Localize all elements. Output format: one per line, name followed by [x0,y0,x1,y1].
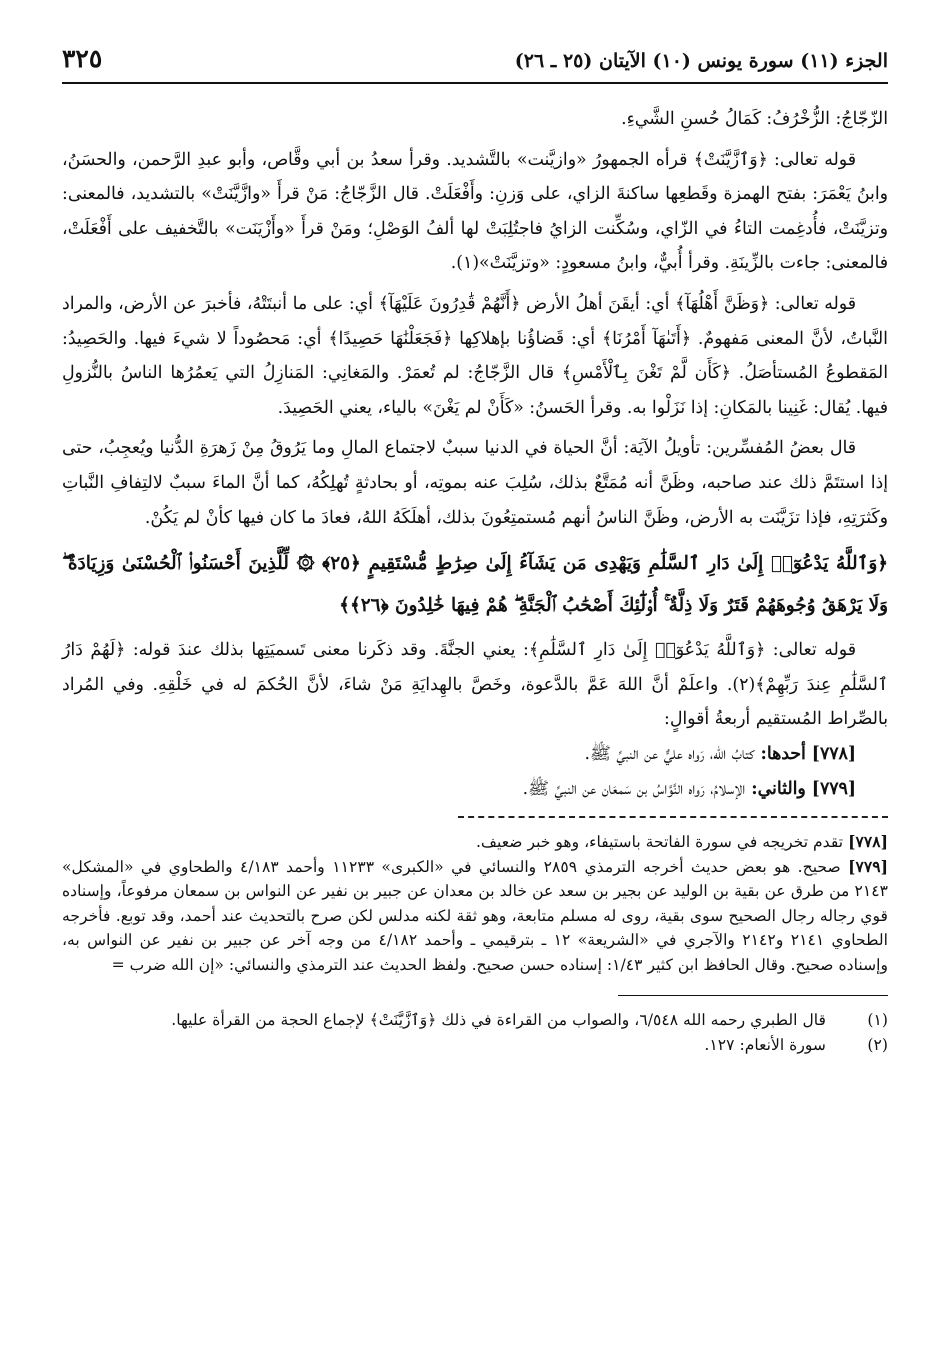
narration-tag: [٧٧٩] والثاني: [751,778,856,799]
paragraph-dar-assalam: قوله تعالى: ﴿وَٱللَّهُ يَدْعُوٓا۟ إِلَىٰ دَارِ ٱلسَّلَٰمِ﴾: يعني الجنَّةَ. وقد ذكَرنا معنى تَسميَتِها بذلك عندَ قوله: ﴿لَهُمْ دَارُ ٱلسَّلَٰمِ عِندَ رَبِّهِمْ﴾(٢). واعلَمْ أنَّ اللهَ عَمَّ بالدَّعوة، وخَصَّ بالهِدايَةِ مَنْ شاءَ، لأنَّ الحُكمَ له في خَلْقِهِ. وفي المُراد بالصِّراط المُستقيم أربعةُ أقوالٍ: [62,640,888,730]
takhrij-779 [62,855,888,978]
narration-778 [62,737,888,772]
narration-text: كتابُ الله، رَواه عليٌّ عن النبيِّ ﷺ. [584,743,755,764]
running-header-title: الجزء (١١) سورة يونس (١٠) الآيتان (٢٥ ـ ٢٦) [514,50,888,72]
paragraph-tawil: قال بعضُ المُفسِّرين: تأويلُ الآيَة: أنَّ الحياة في الدنيا سببٌ لاجتماع المالِ وما يَرُوقُ مِنْ زَهرَةِ الدُّنيا ويُعجِبُ، حتى إذا استتَمَّ ذلك عند صاحبه، وظَنَّ أنه مُمَتَّعٌ بذلك، سُلِبَ عنه بموتِه، أو بحادثةٍ تُهلِكُهُ، كما أنَّ الماءَ سببٌ لالتِفافِ النَّباتِ وكَثرَتِهِ، فإذا تزَيَّنَت به الأرض، وظَنَّ الناسُ أنهم مُستمتِعُونَ بذلك، أهلَكَهُ اللهُ، فعادَ ما كان فيها كأنْ لم يَكُنْ. [62,438,888,528]
main-text [62,102,888,1058]
footnote-text: سورة الأنعام: ١٢٧. [704,1036,826,1055]
takhrij-778 [62,830,888,855]
takhrij-number: [٧٧٨] [848,832,888,852]
paragraph-zujaj: الزّجّاجُ: الزُّخْرُفُ: كَمَالُ حُسنِ الشَّيءِ. [621,109,888,129]
dashed-separator [458,816,888,818]
paragraph-wazanna: قوله تعالى: ﴿وَظَنَّ أَهْلُهَآ﴾ أي: أيقَنَ أهلُ الأرض ﴿أَنَّهُمْ قَٰدِرُونَ عَلَيْهَآ﴾ أي: على ما أنبتَتْهُ، فأخبرَ عن الأرض، والمراد النَّباتُ، لأنَّ المعنى مَفهومٌ. ﴿أَتَىٰهَآ أَمْرُنَا﴾ أي: قَضاؤُنا بإهلاكِها ﴿فَجَعَلْنَٰهَا حَصِيدًا﴾ أي: مَحصُوداً لا شيءَ فيها. والحَصِيدُ: المَقطوعُ المُستأصَلُ. ﴿كَأَن لَّمْ تَغْنَ بِٱلْأَمْسِ﴾ قال الزَّجّاجُ: لم تُعمَرْ. والمَغانِي: المَنازِلُ التي يَعمُرُها الناسُ بالنُّزولِ فيها. يُقال: غَنِينا بالمَكانِ: إذا نَزَلْوا به. وقرأ الحَسنُ: «كَأَنْ لم يَغْنَ» بالياء، يعني الحَصِيدَ. [62,293,888,418]
footnote-text: قال الطبري رحمه الله ٦/٥٤٨، والصواب من القراءة في ذلك ﴿وَٱزَّيَّنَتْ﴾ لإجماع الحجة من القرأة عليها. [171,1011,826,1030]
takhrij-number: [٧٧٩] [848,856,888,876]
narration-text: الإسلامُ، رَواه النَّوَّاسُ بن سَمعَان عن النبيِّ ﷺ. [522,778,746,799]
footnote-rule [618,995,888,996]
takhrij-text: تقدم تخريجه في سورة الفاتحة باستيفاء، وهو خبر ضعيف. [475,833,844,852]
page-number: ٣٢٥ [62,44,103,73]
footnote-2 [62,1033,888,1058]
footnote-number: (١) [867,1011,888,1030]
quran-verse-block: ﴿وَٱللَّهُ يَدْعُوٓا۟ إِلَىٰ دَارِ ٱلسَّلَٰمِ وَيَهْدِى مَن يَشَآءُ إِلَىٰ صِرَٰطٍ مُّسْتَقِيمٍ ﴿٢٥﴾ ۞ لِّلَّذِينَ أَحْسَنُوا۟ ٱلْحُسْنَىٰ وَزِيَادَةٌ ۖ وَلَا يَرْهَقُ وُجُوهَهُمْ قَتَرٌ وَلَا ذِلَّةٌ ۚ أُو۟لَٰٓئِكَ أَصْحَٰبُ ٱلْجَنَّةِ ۖ هُمْ فِيهَا خَٰلِدُونَ ﴿٢٦﴾﴾ [62,553,888,617]
takhrij-text: صحيح. هو بعض حديث أخرجه الترمذي ٢٨٥٩ والنسائي في «الكبرى» ١١٢٣٣ وأحمد ٤/١٨٣ والطحاوي في «المشكل» ٢١٤٣ من طرق عن بقية بن الوليد عن بجير بن سعد عن خالد بن معدان عن جبير بن نفير عن النواس بن سمعان مرفوعاً، وإسناده قوي رجاله رجال الصحيح سوى بقية، روى له مسلم متابعة، وهو ثقة لكنه مدلس لكن صرح بالتحديث عند أحمد، وقد توبع. فأخرجه الطحاوي ٢١٤١ و٢١٤٢ والآجري في «الشريعة» ١٢ ـ بترقيمي ـ وأحمد ٤/١٨٢ من وجه آخر عن جبير بن نفير عن النواس به، وإسناده صحيح. وقال الحافظ ابن كثير ١/٤٣: إسناده حسن صحيح. ولفظ الحديث عند الترمذي والنسائي: «إن الله ضرب = [62,857,888,974]
paragraph-wazzayyanat: قوله تعالى: ﴿وَٱزَّيَّنَتْ﴾ قرأه الجمهورُ «وازيَّنت» بالتَّشديد. وقرأ سعدُ بن أبي وقَّاص، وأبو عبدِ الرَّحمن، والحسَنُ، وابنُ يَعْمَرَ: بفتح الهمزة وقَطعِها ساكنةَ الزاي، على وَزنِ: وأَفْعَلَتْ. قال الزَّجّاجُ: مَنْ قرأَ «وازَّيَّنَتْ» بالتشديد، فالمعنى: وتزيَّنَتْ، فأُدغِمت التاءُ في الزّاي، وسُكِّنت الزايُ فاجتُلِبَتْ لها ألفُ الوَصْلِ؛ ومَنْ قرأَ «وأَزْيَنَت» بالتَّخفيف على أَفْعَلَتْ، فالمعنى: جاءت بالزِّينَةِ. وقرأ أُبيٌّ، وابنُ مسعودٍ: «وتزيَّنَتْ»(١). [62,149,888,274]
footnote-1 [62,1008,888,1033]
page-header [62,40,888,84]
footnote-number: (٢) [867,1036,888,1055]
narration-tag: [٧٧٨] أحدها: [760,743,856,764]
narration-779 [62,772,888,807]
